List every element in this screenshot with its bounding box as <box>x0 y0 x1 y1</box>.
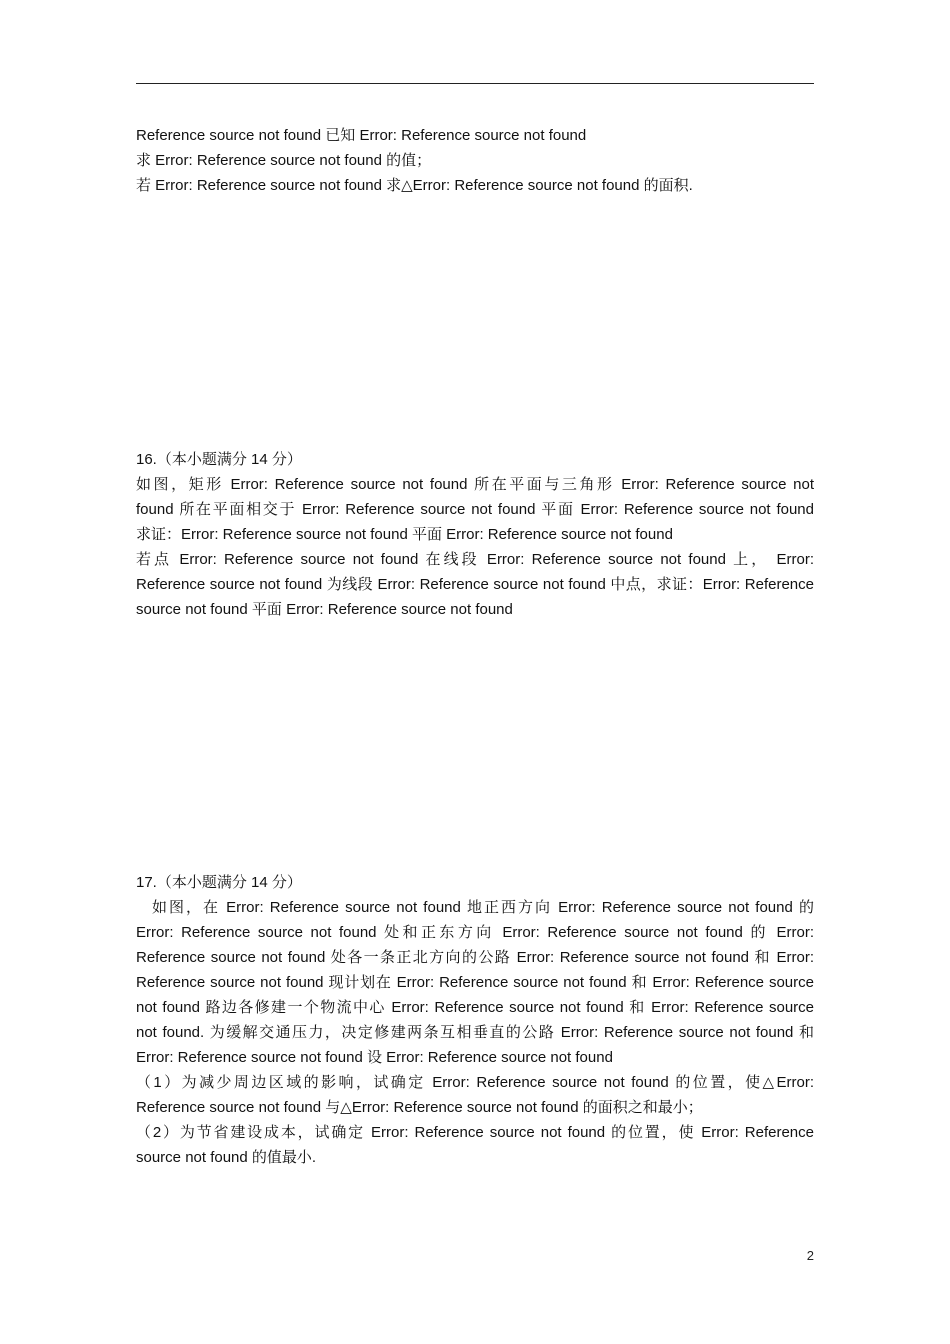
problem-17-line: not found. 为缓解交通压力，决定修建两条互相垂直的公路 Error: Reference source not found 和 <box>136 1024 814 1041</box>
problem-17-line: Error: Reference source not found 设 Error: Reference source not found <box>136 1049 613 1066</box>
problem-15-line: 若 Error: Reference source not found 求△Error: Reference source not found 的面积. <box>136 177 693 194</box>
problem-17-line: source not found 的值最小. <box>136 1149 317 1166</box>
problem-17-heading: 17.（本小题满分 14 分） <box>136 874 302 891</box>
problem-16 <box>136 447 814 622</box>
problem-16-line: source not found 平面 Error: Reference source not found <box>136 601 513 618</box>
problem-17-line: not found 路边各修建一个物流中心 Error: Reference source not found 和 Error: Reference source <box>136 999 814 1016</box>
page-number: 2 <box>806 1248 814 1263</box>
problem-17-line: （2）为节省建设成本，试确定 Error: Reference source not found 的位置，使 Error: Reference <box>136 1124 814 1141</box>
problem-17-line: Reference source not found 处各一条正北方向的公路 Error: Reference source not found 和 Error: <box>136 949 814 966</box>
problem-16-line: 如图，矩形 Error: Reference source not found 所在平面与三角形 Error: Reference source not <box>136 476 814 493</box>
problem-17-line: （1）为减少周边区域的影响，试确定 Error: Reference source not found 的位置，使△Error: <box>136 1074 814 1091</box>
problem-15-tail <box>136 123 814 198</box>
problem-15-line: 求 Error: Reference source not found 的值； <box>136 152 432 169</box>
problem-16-line: 求证：Error: Reference source not found 平面 Error: Reference source not found <box>136 526 673 543</box>
header-rule <box>136 83 814 84</box>
problem-17 <box>136 870 814 1170</box>
problem-16-line: found 所在平面相交于 Error: Reference source not found 平面 Error: Reference source not found <box>136 501 814 518</box>
problem-16-line: Reference source not found 为线段 Error: Reference source not found 中点，求证：Error: Reference <box>136 576 814 593</box>
problem-16-heading: 16.（本小题满分 14 分） <box>136 451 302 468</box>
problem-15-line: Reference source not found 已知 Error: Reference source not found <box>136 127 587 144</box>
problem-17-line: Reference source not found 现计划在 Error: Reference source not found 和 Error: Reference source <box>136 974 814 991</box>
problem-16-line: 若点 Error: Reference source not found 在线段 Error: Reference source not found 上， Error: <box>136 551 814 568</box>
problem-17-line: Reference source not found 与△Error: Reference source not found 的面积之和最小； <box>136 1099 703 1116</box>
problem-17-line: Error: Reference source not found 处和正东方向 Error: Reference source not found 的 Error: <box>136 924 814 941</box>
problem-17-line: 如图，在 Error: Reference source not found 地正西方向 Error: Reference source not found 的 <box>152 899 814 916</box>
